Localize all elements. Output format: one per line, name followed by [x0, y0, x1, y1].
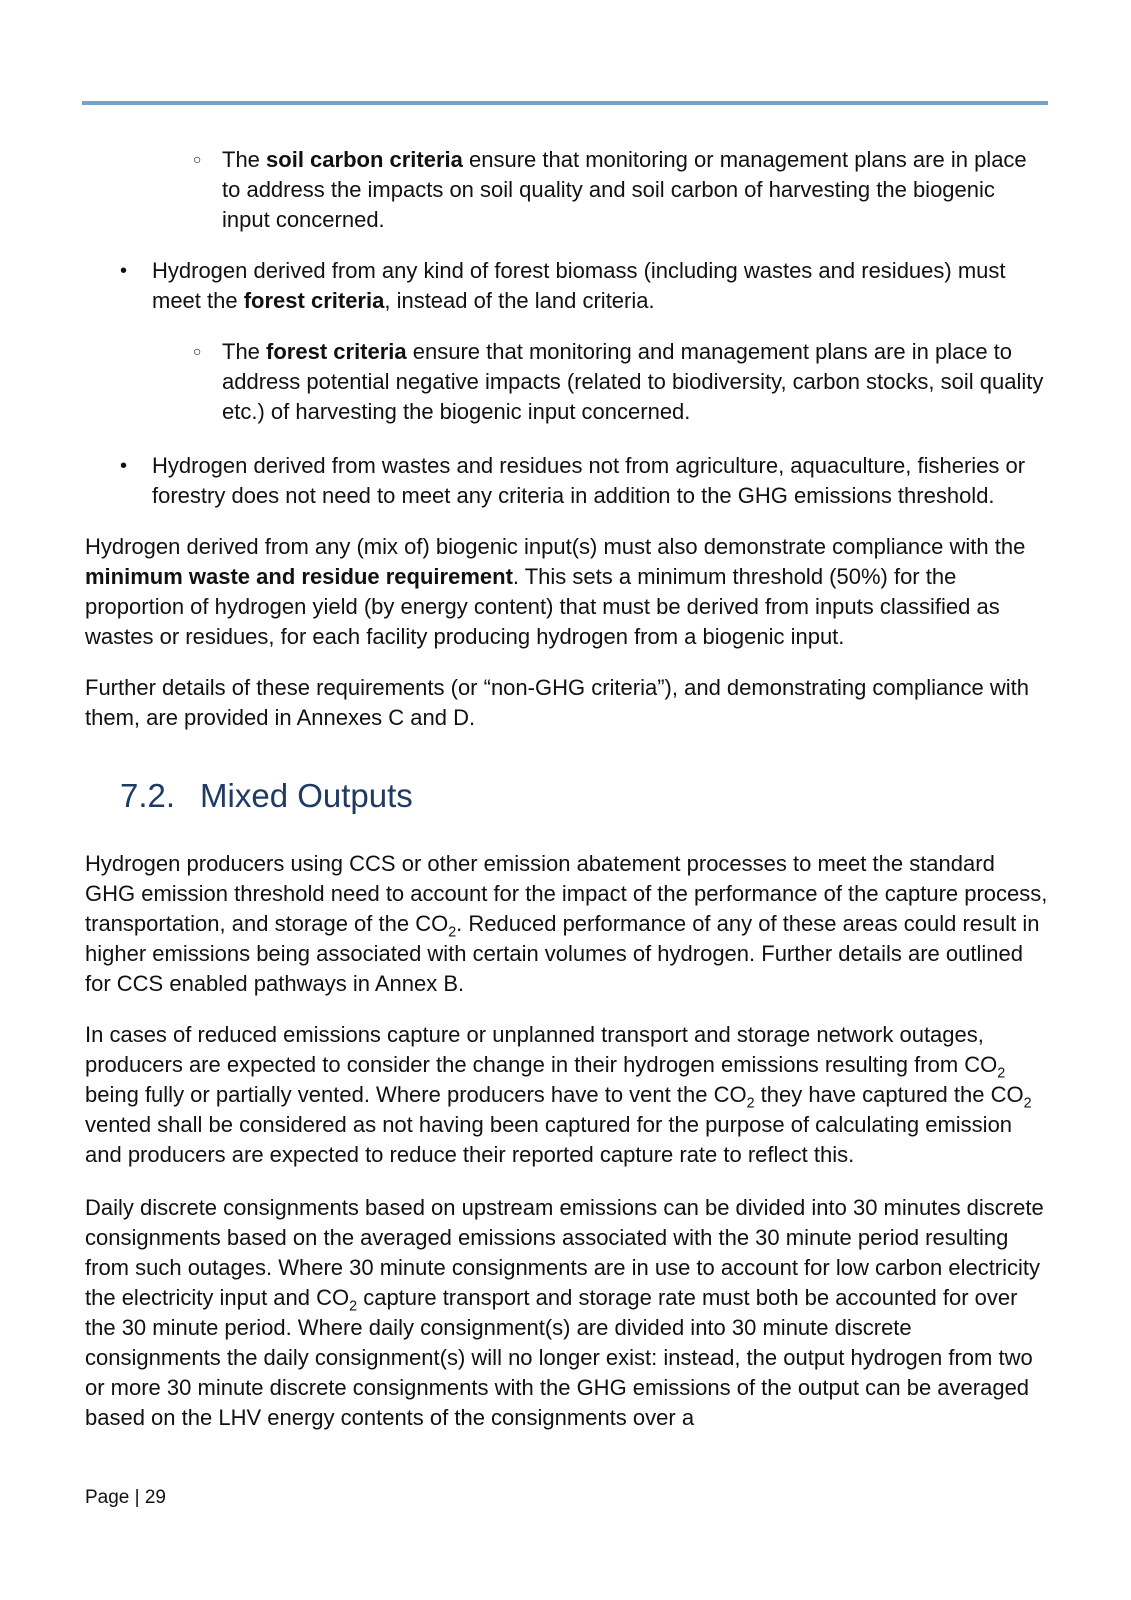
- list-item-text: Hydrogen derived from wastes and residues not from agriculture, aquaculture, fisheries or forestry does not need to meet any criteria in addition to the GHG emissions threshold.: [152, 453, 1026, 508]
- list-item-forest-biomass: [120, 256, 1048, 316]
- list-item-wastes-residues: [120, 451, 1048, 511]
- section-title: Mixed Outputs: [200, 777, 413, 814]
- header-rule: [82, 101, 1048, 105]
- list-item-text: The soil carbon criteria ensure that monitoring or management plans are in place to address the impacts on soil quality and soil carbon of harvesting the biogenic input concerned.: [222, 147, 1027, 232]
- section-heading-mixed-outputs: [120, 776, 1048, 816]
- paragraph-minimum-waste-requirement: Hydrogen derived from any (mix of) biogenic input(s) must also demonstrate compliance with the minimum waste and residue requirement. This sets a minimum threshold (50%) for the proportion of hydrogen yield (by energy content) that must be derived from inputs classified as wastes or residues, for each facility producing hydrogen from a biogenic input.: [85, 534, 1026, 649]
- circle-bullet-icon: ○: [193, 151, 202, 167]
- circle-bullet-icon: ○: [193, 343, 202, 359]
- dot-bullet-icon: •: [120, 260, 128, 282]
- dot-bullet-icon: •: [120, 455, 128, 477]
- list-item-text: The forest criteria ensure that monitoring and management plans are in place to address potential negative impacts (related to biodiversity, carbon stocks, soil quality etc.) of harvesting the biogenic input concerned.: [222, 339, 1044, 424]
- paragraph-daily-consignments: Daily discrete consignments based on upstream emissions can be divided into 30 minutes discrete consignments based on the averaged emissions associated with the 30 minute period resulting from such outages. Where 30 minute consignments are in use to account for low carbon electricity the electricity input and $CO_2$ capture transport and storage rate must both be accounted for over the 30 minute period. Where daily consignment(s) are divided into 30 minute discrete consignments the daily consignment(s) will no longer exist: instead, the output hydrogen from two or more 30 minute discrete consignments with the GHG emissions of the output can be averaged based on the LHV energy contents of the consignments over a: [85, 1195, 1044, 1430]
- section-number: 7.2.: [120, 777, 176, 814]
- list-item-text: Hydrogen derived from any kind of forest biomass (including wastes and residues) must meet the forest criteria, instead of the land criteria.: [152, 258, 1006, 313]
- list-item-forest-criteria: [193, 337, 1048, 427]
- paragraph-further-details: Further details of these requirements (or “non-GHG criteria”), and demonstrating compliance with them, are provided in Annexes C and D.: [85, 675, 1029, 730]
- document-body: [85, 145, 1048, 1454]
- paragraph-ccs-capture: Hydrogen producers using CCS or other emission abatement processes to meet the standard GHG emission threshold need to account for the impact of the performance of the capture process, transportation, and storage of the $CO_2$. Reduced performance of any of these areas could result in higher emissions being associated with certain volumes of hydrogen. Further details are outlined for CCS enabled pathways in Annex B.: [85, 851, 1048, 996]
- list-item-soil-criteria: [193, 145, 1048, 235]
- paragraph-co2-vented: In cases of reduced emissions capture or unplanned transport and storage network outages, producers are expected to consider the change in their hydrogen emissions resulting from $CO_2$ being fully or partially vented. Where producers have to vent the $CO_2$ they have captured the $CO_2$ vented shall be considered as not having been captured for the purpose of calculating emission and producers are expected to reduce their reported capture rate to reflect this.: [85, 1022, 1032, 1167]
- page-number: Page | 29: [85, 1487, 167, 1508]
